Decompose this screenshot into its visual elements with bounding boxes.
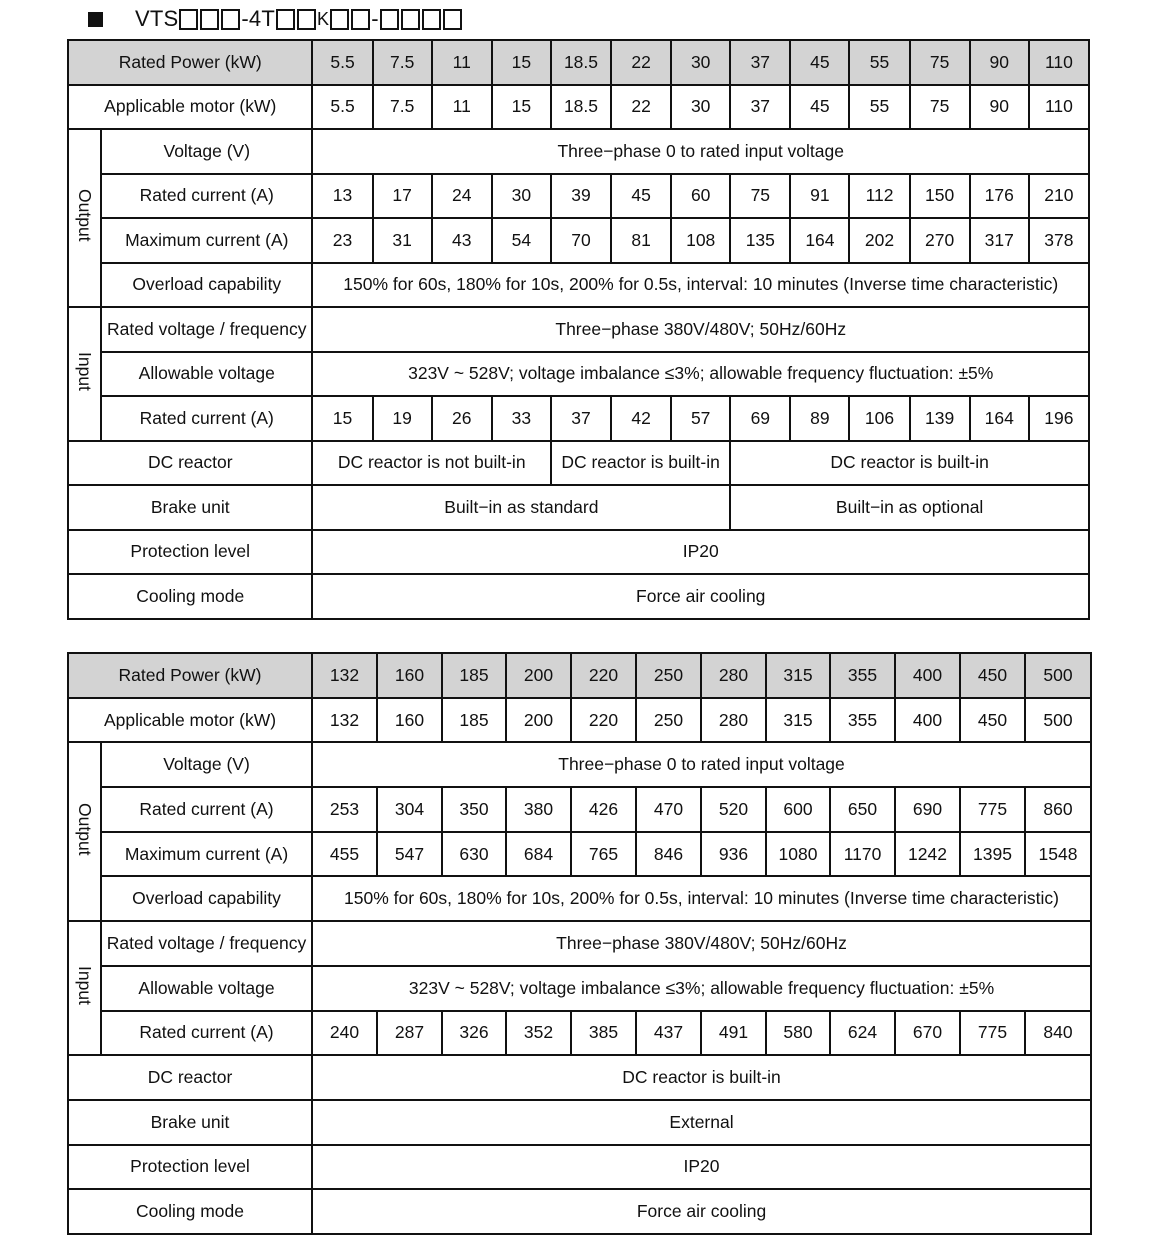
placeholder-box <box>380 9 399 30</box>
cell: 37 <box>730 40 790 85</box>
placeholder-box <box>422 9 441 30</box>
placeholder-box <box>297 9 316 30</box>
cell: 580 <box>766 1011 830 1056</box>
rated-power-row <box>68 40 1089 85</box>
row-label: Cooling mode <box>68 574 312 619</box>
cell: 200 <box>506 653 571 698</box>
cell: 253 <box>312 787 377 832</box>
cell: 45 <box>611 174 671 219</box>
cell: 500 <box>1025 698 1091 743</box>
cell: 240 <box>312 1011 377 1056</box>
cell: 30 <box>492 174 551 219</box>
allowable-voltage-row <box>68 966 1091 1011</box>
brake-unit-row <box>68 485 1089 530</box>
placeholder-box <box>330 9 349 30</box>
cell: 200 <box>506 698 571 743</box>
cell: 164 <box>970 396 1029 441</box>
cell: 1395 <box>960 832 1025 877</box>
cell: 22 <box>611 85 671 130</box>
square-bullet-icon <box>88 12 103 27</box>
cell: 90 <box>970 85 1029 130</box>
cell: 450 <box>960 698 1025 743</box>
spec-table-small-power <box>67 39 1090 620</box>
cell: 110 <box>1029 85 1089 130</box>
cell: 775 <box>960 1011 1025 1056</box>
cell: 30 <box>671 85 730 130</box>
span-cell: DC reactor is not built-in <box>312 441 550 486</box>
cell: 24 <box>432 174 492 219</box>
cell: 670 <box>895 1011 960 1056</box>
output-rated-current-row <box>68 787 1091 832</box>
cell: 89 <box>790 396 849 441</box>
cell: 45 <box>790 85 849 130</box>
placeholder-box <box>276 9 295 30</box>
output-group-text: Output <box>75 802 95 856</box>
input-group-text: Input <box>75 351 96 391</box>
row-label: Applicable motor (kW) <box>68 85 312 130</box>
cell: 90 <box>970 40 1029 85</box>
span-cell: Three−phase 0 to rated input voltage <box>312 742 1091 787</box>
cell: 55 <box>849 40 909 85</box>
span-cell: 150% for 60s, 180% for 10s, 200% for 0.5s, interval: 10 minutes (Inverse time characteristic) <box>312 263 1089 308</box>
row-label: Rated voltage / frequency <box>101 307 312 352</box>
cell: 520 <box>701 787 766 832</box>
cell: 75 <box>730 174 790 219</box>
row-label: Rated current (A) <box>101 1011 312 1056</box>
cell: 315 <box>766 653 830 698</box>
applicable-motor-row <box>68 85 1089 130</box>
row-label: Rated current (A) <box>101 787 312 832</box>
cell: 7.5 <box>373 85 432 130</box>
output-group-label <box>68 129 101 307</box>
cell: 352 <box>506 1011 571 1056</box>
placeholder-box <box>443 9 462 30</box>
spec-table-large-power <box>67 652 1092 1235</box>
cell: 385 <box>571 1011 636 1056</box>
cell: 150 <box>910 174 970 219</box>
cell: 202 <box>849 218 909 263</box>
cell: 250 <box>636 698 701 743</box>
protection-level-row <box>68 1145 1091 1190</box>
brake-unit-row <box>68 1100 1091 1145</box>
cell: 26 <box>432 396 492 441</box>
cooling-mode-row <box>68 574 1089 619</box>
placeholder-box <box>221 9 240 30</box>
cell: 250 <box>636 653 701 698</box>
row-label: Rated current (A) <box>101 396 312 441</box>
row-label: Rated Power (kW) <box>68 40 312 85</box>
input-rated-current-row <box>68 396 1089 441</box>
cell: 185 <box>442 653 506 698</box>
cell: 18.5 <box>551 85 611 130</box>
span-cell: IP20 <box>312 530 1089 575</box>
cell: 355 <box>830 653 895 698</box>
cell: 91 <box>790 174 849 219</box>
cell: 81 <box>611 218 671 263</box>
cell: 936 <box>701 832 766 877</box>
row-label: Brake unit <box>68 485 312 530</box>
output-voltage-row <box>68 742 1091 787</box>
cell: 132 <box>312 653 377 698</box>
cell: 350 <box>442 787 506 832</box>
cell: 400 <box>895 653 960 698</box>
span-cell: Three−phase 0 to rated input voltage <box>312 129 1089 174</box>
cell: 160 <box>377 698 442 743</box>
cell: 280 <box>701 653 766 698</box>
cell: 317 <box>970 218 1029 263</box>
cell: 765 <box>571 832 636 877</box>
cell: 75 <box>910 40 970 85</box>
input-rated-current-row <box>68 1011 1091 1056</box>
span-cell: External <box>312 1100 1091 1145</box>
cell: 139 <box>910 396 970 441</box>
cell: 1170 <box>830 832 895 877</box>
cell: 5.5 <box>312 40 372 85</box>
cell: 846 <box>636 832 701 877</box>
cell: 1242 <box>895 832 960 877</box>
cell: 39 <box>551 174 611 219</box>
cell: 11 <box>432 85 492 130</box>
output-voltage-row <box>68 129 1089 174</box>
cell: 491 <box>701 1011 766 1056</box>
cell: 326 <box>442 1011 506 1056</box>
span-cell: 150% for 60s, 180% for 10s, 200% for 0.5s, interval: 10 minutes (Inverse time characteristic) <box>312 876 1091 921</box>
cell: 220 <box>571 653 636 698</box>
cell: 11 <box>432 40 492 85</box>
cell: 33 <box>492 396 551 441</box>
row-label: DC reactor <box>68 1055 312 1100</box>
cell: 624 <box>830 1011 895 1056</box>
placeholder-box <box>179 9 198 30</box>
applicable-motor-row <box>68 698 1091 743</box>
cell: 280 <box>701 698 766 743</box>
span-cell: Built−in as optional <box>730 485 1089 530</box>
span-cell: DC reactor is built-in <box>312 1055 1091 1100</box>
row-label: Allowable voltage <box>101 352 312 397</box>
protection-level-row <box>68 530 1089 575</box>
maximum-current-row <box>68 218 1089 263</box>
row-label: Applicable motor (kW) <box>68 698 312 743</box>
cell: 18.5 <box>551 40 611 85</box>
cell: 500 <box>1025 653 1091 698</box>
cell: 45 <box>790 40 849 85</box>
cell: 7.5 <box>373 40 432 85</box>
cell: 437 <box>636 1011 701 1056</box>
output-group-text: Output <box>75 189 96 242</box>
cell: 287 <box>377 1011 442 1056</box>
placeholder-box <box>200 9 219 30</box>
row-label: Voltage (V) <box>101 742 312 787</box>
cell: 355 <box>830 698 895 743</box>
cell: 650 <box>830 787 895 832</box>
overload-row <box>68 876 1091 921</box>
cell: 684 <box>506 832 571 877</box>
model-dash: - <box>371 6 379 31</box>
span-cell: Built−in as standard <box>312 485 730 530</box>
cell: 400 <box>895 698 960 743</box>
row-label: DC reactor <box>68 441 312 486</box>
span-cell: Force air cooling <box>312 1189 1091 1234</box>
span-cell: DC reactor is built-in <box>730 441 1089 486</box>
cell: 426 <box>571 787 636 832</box>
rated-power-row <box>68 653 1091 698</box>
cell: 210 <box>1029 174 1089 219</box>
cell: 600 <box>766 787 830 832</box>
cell: 1080 <box>766 832 830 877</box>
row-label: Protection level <box>68 1145 312 1190</box>
cell: 37 <box>551 396 611 441</box>
row-label: Brake unit <box>68 1100 312 1145</box>
cell: 37 <box>730 85 790 130</box>
cell: 380 <box>506 787 571 832</box>
span-cell: Three−phase 380V/480V; 50Hz/60Hz <box>312 307 1089 352</box>
cell: 470 <box>636 787 701 832</box>
row-label: Maximum current (A) <box>101 218 312 263</box>
cell: 160 <box>377 653 442 698</box>
cell: 106 <box>849 396 909 441</box>
cell: 55 <box>849 85 909 130</box>
cell: 270 <box>910 218 970 263</box>
cell: 110 <box>1029 40 1089 85</box>
cell: 450 <box>960 653 1025 698</box>
cell: 775 <box>960 787 1025 832</box>
dc-reactor-row <box>68 1055 1091 1100</box>
cell: 57 <box>671 396 730 441</box>
cell: 132 <box>312 698 377 743</box>
cell: 42 <box>611 396 671 441</box>
input-group-label <box>68 307 101 441</box>
row-label: Allowable voltage <box>101 966 312 1011</box>
cell: 315 <box>766 698 830 743</box>
cell: 17 <box>373 174 432 219</box>
input-rated-vf-row <box>68 921 1091 966</box>
cell: 108 <box>671 218 730 263</box>
cell: 630 <box>442 832 506 877</box>
input-group-label <box>68 921 101 1055</box>
cell: 164 <box>790 218 849 263</box>
cell: 54 <box>492 218 551 263</box>
cell: 378 <box>1029 218 1089 263</box>
cell: 30 <box>671 40 730 85</box>
cell: 304 <box>377 787 442 832</box>
row-label: Rated current (A) <box>101 174 312 219</box>
cell: 70 <box>551 218 611 263</box>
row-label: Rated voltage / frequency <box>101 921 312 966</box>
cell: 220 <box>571 698 636 743</box>
model-code-heading <box>88 4 463 34</box>
model-k-code: K <box>317 8 330 29</box>
cell: 69 <box>730 396 790 441</box>
cell: 75 <box>910 85 970 130</box>
row-label: Protection level <box>68 530 312 575</box>
span-cell: Three−phase 380V/480V; 50Hz/60Hz <box>312 921 1091 966</box>
cell: 19 <box>373 396 432 441</box>
model-prefix: VTS <box>135 6 179 31</box>
row-label: Maximum current (A) <box>101 832 312 877</box>
cell: 1548 <box>1025 832 1091 877</box>
cell: 5.5 <box>312 85 372 130</box>
cell: 13 <box>312 174 372 219</box>
cell: 135 <box>730 218 790 263</box>
output-group-label <box>68 742 101 921</box>
allowable-voltage-row <box>68 352 1089 397</box>
maximum-current-row <box>68 832 1091 877</box>
model-voltage-code: -4T <box>241 6 275 31</box>
span-cell: IP20 <box>312 1145 1091 1190</box>
cell: 185 <box>442 698 506 743</box>
cell: 15 <box>492 85 551 130</box>
placeholder-box <box>351 9 370 30</box>
placeholder-box <box>401 9 420 30</box>
row-label: Overload capability <box>101 876 312 921</box>
output-rated-current-row <box>68 174 1089 219</box>
cell: 547 <box>377 832 442 877</box>
cell: 43 <box>432 218 492 263</box>
row-label: Overload capability <box>101 263 312 308</box>
cell: 196 <box>1029 396 1089 441</box>
cell: 176 <box>970 174 1029 219</box>
cooling-mode-row <box>68 1189 1091 1234</box>
cell: 860 <box>1025 787 1091 832</box>
cell: 112 <box>849 174 909 219</box>
cell: 15 <box>492 40 551 85</box>
cell: 22 <box>611 40 671 85</box>
dc-reactor-row <box>68 441 1089 486</box>
cell: 31 <box>373 218 432 263</box>
cell: 840 <box>1025 1011 1091 1056</box>
span-cell: Force air cooling <box>312 574 1089 619</box>
span-cell: 323V ~ 528V; voltage imbalance ≤3%; allowable frequency fluctuation: ±5% <box>312 352 1089 397</box>
cell: 60 <box>671 174 730 219</box>
row-label: Voltage (V) <box>101 129 312 174</box>
cell: 455 <box>312 832 377 877</box>
span-cell: 323V ~ 528V; voltage imbalance ≤3%; allowable frequency fluctuation: ±5% <box>312 966 1091 1011</box>
span-cell: DC reactor is built-in <box>551 441 730 486</box>
cell: 23 <box>312 218 372 263</box>
row-label: Cooling mode <box>68 1189 312 1234</box>
input-rated-vf-row <box>68 307 1089 352</box>
row-label: Rated Power (kW) <box>68 653 312 698</box>
input-group-text: Input <box>75 966 95 1006</box>
cell: 15 <box>312 396 372 441</box>
overload-row <box>68 263 1089 308</box>
cell: 690 <box>895 787 960 832</box>
